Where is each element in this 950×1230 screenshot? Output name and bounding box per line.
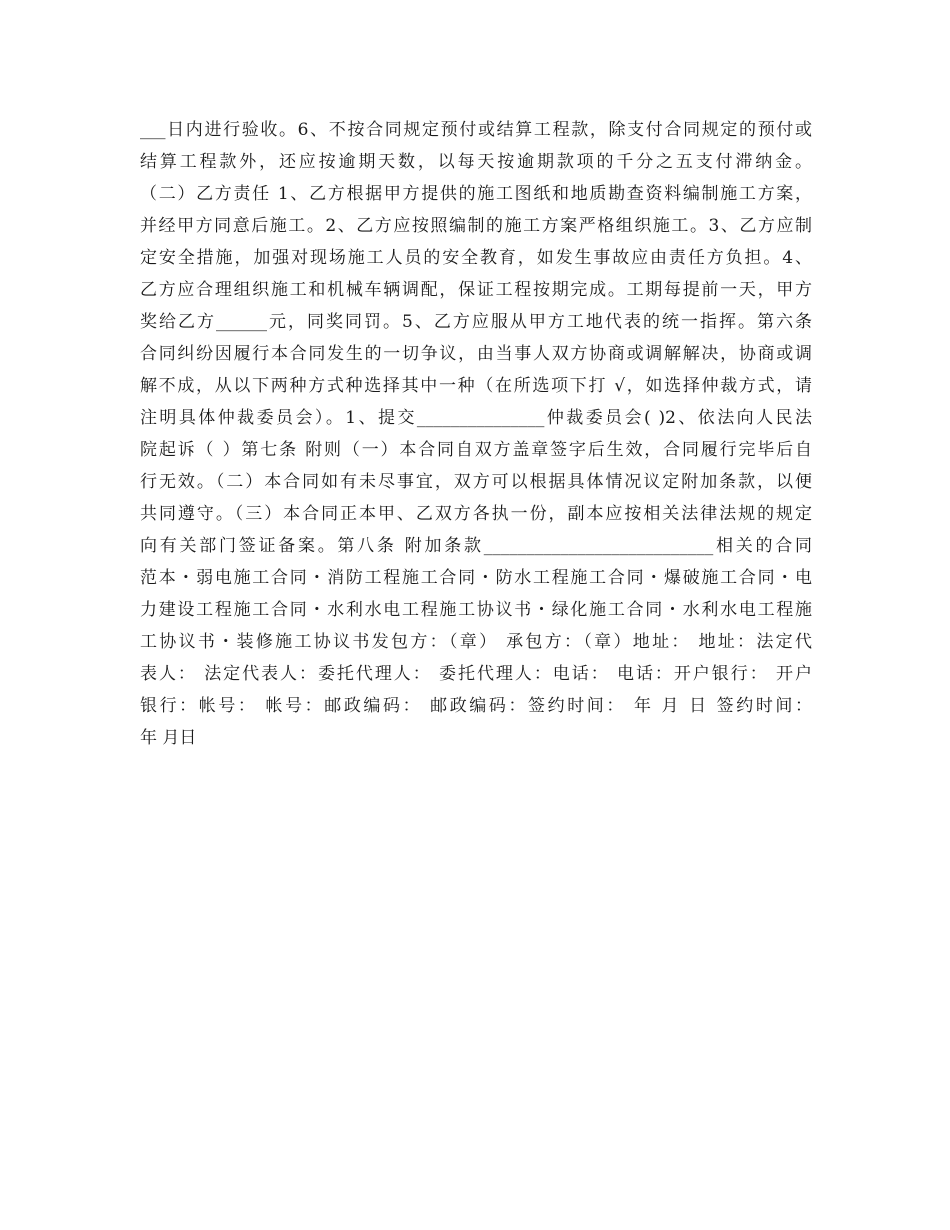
text-line: 年 月日 bbox=[140, 728, 197, 748]
text-line: 银行：帐号： 帐号：邮政编码： 邮政编码：签约时间： 年 月 日 签约时间： bbox=[140, 696, 812, 716]
text-line: 行无效。（二）本合同如有未尽事宜，双方可以根据具体情况议定附加条款，以便 bbox=[140, 472, 812, 492]
text-line: 范本・弱电施工合同・消防工程施工合同・防水工程施工合同・爆破施工合同・电 bbox=[140, 568, 812, 588]
text-line: 并经甲方同意后施工。2、乙方应按照编制的施工方案严格组织施工。3、乙方应制 bbox=[140, 216, 812, 236]
text-line: 工协议书・装修施工协议书发包方：（章） 承包方：（章）地址： 地址：法定代 bbox=[140, 632, 812, 652]
text-line: 向有关部门签证备案。第八条 附加条款___________________________相关的合同 bbox=[140, 536, 812, 556]
text-line: 共同遵守。（三）本合同正本甲、乙双方各执一份，副本应按相关法律法规的规定 bbox=[140, 504, 812, 524]
text-line: 解不成，从以下两种方式种选择其中一种（在所选项下打 √，如选择仲裁方式，请 bbox=[140, 376, 812, 396]
text-line: ___日内进行验收。6、不按合同规定预付或结算工程款，除支付合同规定的预付或 bbox=[140, 120, 812, 140]
text-line: 定安全措施，加强对现场施工人员的安全教育，如发生事故应由责任方负担。4、 bbox=[140, 248, 812, 268]
text-line: 结算工程款外，还应按逾期天数，以每天按逾期款项的千分之五支付滞纳金。 bbox=[140, 152, 812, 172]
text-line: 乙方应合理组织施工和机械车辆调配，保证工程按期完成。工期每提前一天，甲方 bbox=[140, 280, 812, 300]
text-line: 表人： 法定代表人：委托代理人： 委托代理人：电话： 电话：开户银行： 开户 bbox=[140, 664, 812, 684]
text-line: （二）乙方责任 1、乙方根据甲方提供的施工图纸和地质勘查资料编制施工方案， bbox=[140, 184, 812, 204]
contract-body-text bbox=[140, 114, 812, 754]
text-line: 奖给乙方______元，同奖同罚。5、乙方应服从甲方工地代表的统一指挥。第六条 bbox=[140, 312, 812, 332]
text-line: 院起诉（ ）第七条 附则（一）本合同自双方盖章签字后生效，合同履行完毕后自 bbox=[140, 440, 812, 460]
text-line: 合同纠纷因履行本合同发生的一切争议，由当事人双方协商或调解解决，协商或调 bbox=[140, 344, 812, 364]
text-line: 力建设工程施工合同・水利水电工程施工协议书・绿化施工合同・水利水电工程施 bbox=[140, 600, 812, 620]
text-line: 注明具体仲裁委员会）。1、提交_______________仲裁委员会( )2、依法向人民法 bbox=[140, 408, 812, 428]
